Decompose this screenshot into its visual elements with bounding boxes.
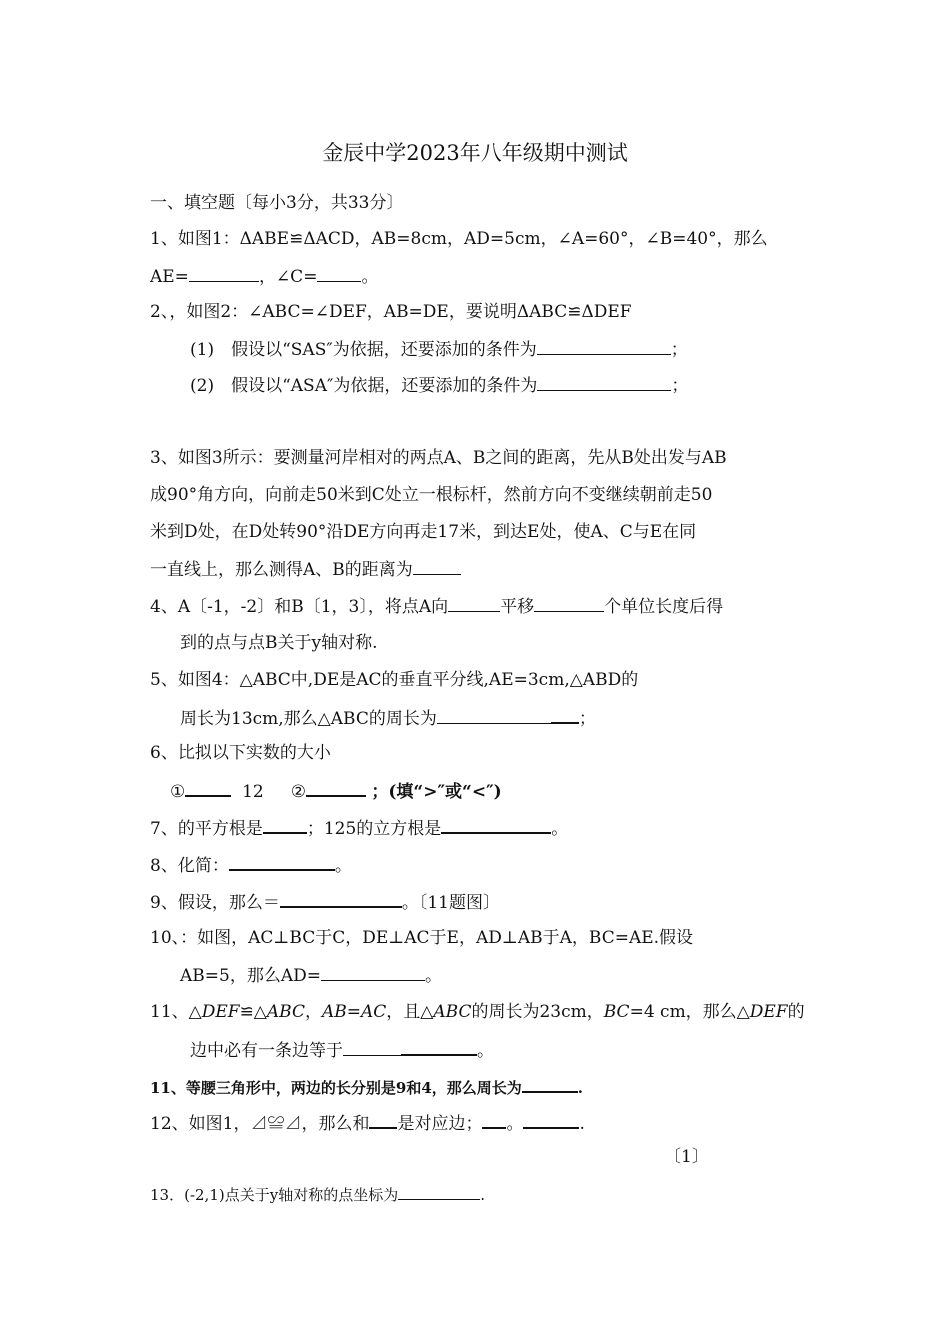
q3-line4: 一直线上，那么测得A、B的距离为 xyxy=(150,558,461,581)
blank[interactable] xyxy=(306,779,366,797)
blank[interactable] xyxy=(343,1039,401,1056)
blank[interactable] xyxy=(189,265,259,282)
blank[interactable] xyxy=(534,595,604,612)
q3-line3: 米到D处，在D处转90°沿DE方向再走17米，到达E处，使A、C与E在同 xyxy=(150,522,697,542)
q7-line: 7、的平方根是 ；125的立方根是 。 xyxy=(150,816,568,840)
blank[interactable] xyxy=(369,1111,397,1129)
figure-label: 〔1〕 xyxy=(664,1147,709,1167)
q9-line: 9、假设，那么＝ 。〔11题图〕 xyxy=(150,890,500,914)
blank[interactable] xyxy=(441,816,551,834)
q10-line2: AB=5，那么AD= 。 xyxy=(180,966,442,986)
q6-line2: ① 12 ② ；(填“>″或“<″) xyxy=(170,779,502,803)
blank[interactable] xyxy=(413,558,461,575)
blank[interactable] xyxy=(437,707,551,724)
q13-line: 13．(-2,1)点关于y轴对称的点坐标为 . xyxy=(150,1183,485,1206)
q5-line1: 5、如图4：△ABC中,DE是AC的垂直平分线,AE=3cm,△ABD的 xyxy=(150,670,639,690)
blank[interactable] xyxy=(263,816,307,834)
q3-line2: 成90°角方向，向前走50米到C处立一根标杆，然前方向不变继续朝前走50 xyxy=(150,485,713,505)
section-heading: 一、填空题〔每小3分，共33分〕 xyxy=(150,193,404,213)
q11-line1: 11、△DEF≌△ABC，AB=AC，且△ABC的周长为23cm，BC=4 cm，那么△DEF的 xyxy=(150,1002,805,1022)
blank[interactable] xyxy=(398,1183,480,1200)
q2-line1: 2、，如图2：∠ABC=∠DEF，AB=DE，要说明ΔABC≌ΔDEF xyxy=(150,302,632,322)
blank[interactable] xyxy=(482,1111,506,1129)
q11-line2: 边中必有一条边等于 。 xyxy=(190,1038,494,1062)
q12-line: 12、如图1，⊿≌⊿，那么和 是对应边； 。 . xyxy=(150,1111,585,1135)
q6-line1: 6、比拟以下实数的大小 xyxy=(150,743,331,763)
q3-line1: 3、如图3所示：要测量河岸相对的两点A、B之间的距离，先从B处出发与AB xyxy=(150,448,727,468)
blank[interactable] xyxy=(401,1038,477,1056)
blank[interactable] xyxy=(321,964,425,981)
q4-line1: 4、A〔-1，-2〕和B〔1，3〕，将点A向 平移 个单位长度后得 xyxy=(150,597,724,617)
blank[interactable] xyxy=(317,265,361,282)
q10-line1: 10、：如图，AC⊥BC于C，DE⊥AC于E，AD⊥AB于A，BC=AE.假设 xyxy=(150,928,694,948)
blank[interactable] xyxy=(551,706,579,724)
q1-line2: AE= ，∠C= 。 xyxy=(150,267,379,287)
q2-sub1: (1) 假设以“SAS″为依据，还要添加的条件为 ； xyxy=(190,340,688,360)
q4-line2: 到的点与点B关于y轴对称. xyxy=(180,633,378,653)
blank[interactable] xyxy=(229,853,335,871)
blank[interactable] xyxy=(448,595,500,612)
blank[interactable] xyxy=(537,338,671,355)
blank[interactable] xyxy=(280,890,402,908)
q1-line1: 1、如图1：ΔABE≌ΔACD，AB=8cm，AD=5cm，∠A=60°，∠B=40°，那么 xyxy=(150,229,768,249)
blank[interactable] xyxy=(185,779,231,797)
q8-line: 8、化简： 。 xyxy=(150,853,352,877)
q2-sub2: (2) 假设以“ASA″为依据，还要添加的条件为 ； xyxy=(190,376,689,396)
page-title: 金辰中学2023年八年级期中测试 xyxy=(322,141,628,165)
blank[interactable] xyxy=(537,374,671,391)
blank[interactable] xyxy=(522,1075,578,1093)
q5-line2: 周长为13cm,那么△ABC的周长为 ； xyxy=(180,706,596,730)
q11b-line: 11、等腰三角形中，两边的长分别是9和4，那么周长为 . xyxy=(150,1075,583,1099)
blank[interactable] xyxy=(523,1111,579,1129)
